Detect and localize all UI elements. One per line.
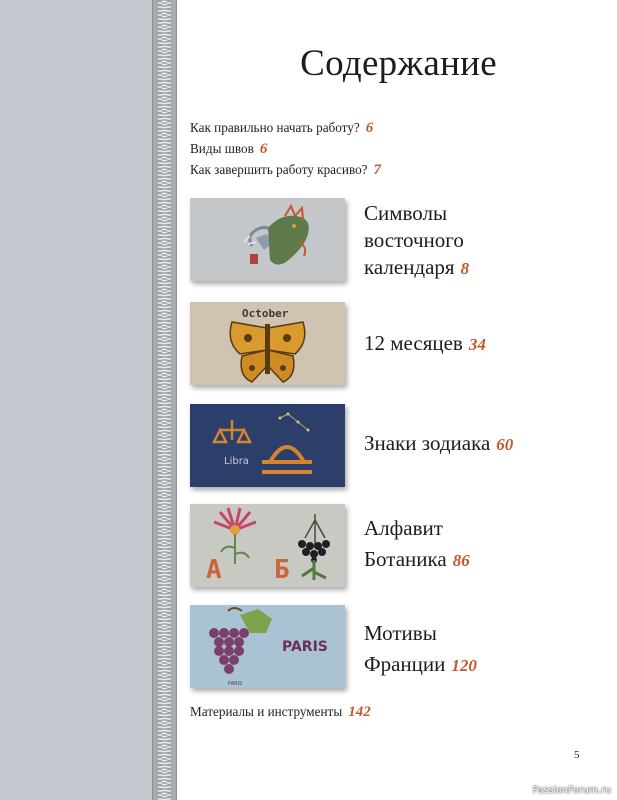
toc-item-page: 6 <box>365 120 374 136</box>
decorative-border-strip <box>152 0 177 800</box>
toc-item-label: Как правильно начать работу? <box>190 120 360 135</box>
french-motifs-thumbnail[interactable] <box>190 605 345 688</box>
toc-item[interactable] <box>190 120 373 137</box>
section-page: 86 <box>452 551 470 570</box>
section-botanical-alphabet[interactable] <box>364 515 470 574</box>
section-title-line: Мотивы <box>364 621 437 645</box>
section-zodiac[interactable] <box>364 430 513 458</box>
toc-item-label: Как завершить работу красиво? <box>190 162 368 177</box>
thumbnail-caption: А <box>206 555 222 585</box>
section-eastern-calendar[interactable] <box>364 200 469 282</box>
section-title-line: Ботаника <box>364 547 447 571</box>
watermark: PassionForum.ru <box>532 785 611 796</box>
thumbnail-caption: PARIS <box>282 639 328 655</box>
toc-item-page: 7 <box>373 162 382 178</box>
section-title-line: Знаки зодиака <box>364 431 491 455</box>
section-title-line: 12 месяцев <box>364 331 463 355</box>
left-fabric-panel <box>0 0 152 800</box>
thumbnail-caption: Б <box>274 555 290 585</box>
twelve-months-thumbnail[interactable] <box>190 302 345 385</box>
eastern-calendar-thumbnail[interactable] <box>190 198 345 281</box>
toc-item-page: 6 <box>259 141 268 157</box>
section-french-motifs[interactable] <box>364 620 477 679</box>
thumbnail-caption: October <box>242 307 289 320</box>
section-title-line: календаря <box>364 255 455 279</box>
section-title-line: Алфавит <box>364 516 443 540</box>
toc-item-page: 142 <box>348 704 371 720</box>
section-page: 60 <box>496 435 514 454</box>
thumbnail-caption: Libra <box>224 456 249 467</box>
zodiac-thumbnail[interactable] <box>190 404 345 487</box>
toc-item[interactable] <box>190 704 371 721</box>
section-title-line: Символы <box>364 201 448 225</box>
section-page: 8 <box>460 259 470 278</box>
section-page: 34 <box>468 335 486 354</box>
section-twelve-months[interactable] <box>364 330 486 358</box>
section-page: 120 <box>451 656 477 675</box>
section-title-line: Франции <box>364 652 446 676</box>
page-title: Содержание <box>300 43 497 84</box>
toc-item[interactable] <box>190 162 381 179</box>
page-number: 5 <box>574 749 580 761</box>
toc-item[interactable] <box>190 141 267 158</box>
section-title-line: восточного <box>364 228 464 252</box>
thumbnail-caption: PARIS <box>228 681 243 687</box>
toc-item-label: Виды швов <box>190 141 254 156</box>
botanical-alphabet-thumbnail[interactable] <box>190 504 345 587</box>
toc-item-label: Материалы и инструменты <box>190 704 343 719</box>
